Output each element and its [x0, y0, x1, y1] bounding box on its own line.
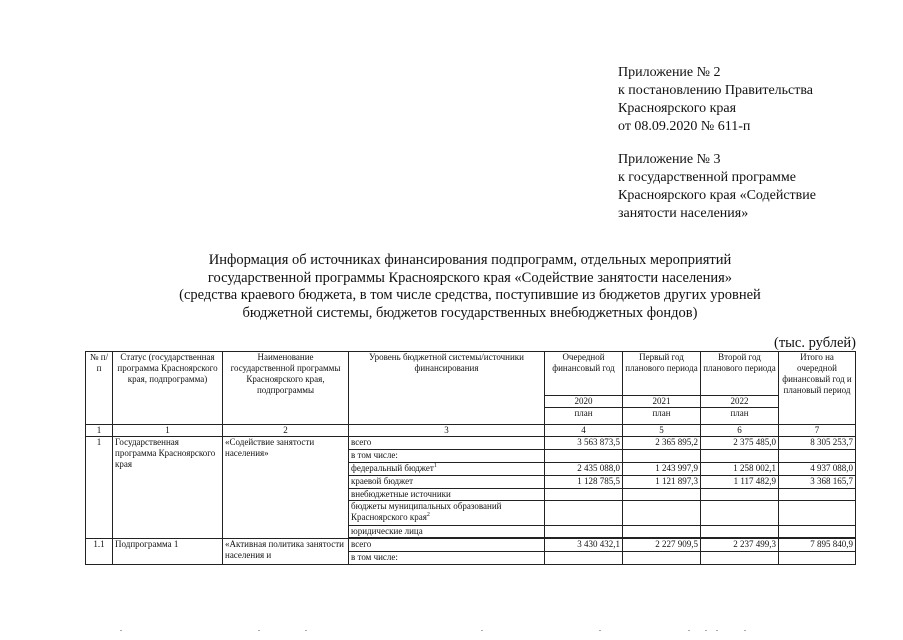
level-cell: внебюджетные источники [349, 489, 545, 501]
title-line: бюджетной системы, бюджетов государственных внебюджетных фондов) [242, 304, 698, 321]
index-cell: 5 [623, 425, 701, 437]
index-cell: 4 [545, 425, 623, 437]
value-total [779, 526, 856, 538]
title-line: Информация об источниках финансирования подпрограмм, отдельных мероприятий [208, 252, 732, 268]
header-col5: Первый год планового периода [623, 352, 701, 396]
units-label: (тыс. рублей) [774, 335, 856, 351]
value-total [779, 450, 856, 463]
value-2022 [701, 552, 779, 565]
header-status: Статус (государственная программа Красноярского края, подпрограмма) [113, 352, 223, 425]
level-cell [349, 501, 545, 526]
index-cell: 3 [349, 425, 545, 437]
header-year-2022: 2022 [701, 396, 779, 408]
value-2021: 1 121 897,3 [623, 476, 701, 489]
value-total [779, 489, 856, 501]
row-name: «Содействие занятости населения» [223, 437, 349, 539]
header-col6: Второй год планового периода [701, 352, 779, 396]
index-row [86, 425, 856, 437]
appendix-line: Приложение № 2 [618, 65, 721, 80]
footnote-marker: 2 [426, 512, 430, 518]
value-total [779, 552, 856, 565]
value-2020: 3 563 873,5 [545, 437, 623, 450]
appendix-line: Красноярского края «Содействие [618, 188, 816, 203]
title-line: (средства краевого бюджета, в том числе средства, поступившие из бюджетов других уровней [179, 287, 761, 303]
header-col7: Итого на очередной финансовый год и плановый период [779, 352, 856, 425]
level-cell: юридические лица [349, 526, 545, 538]
level-cell: в том числе: [349, 552, 545, 565]
header-row [86, 352, 856, 396]
value-2020: 2 435 088,0 [545, 463, 623, 476]
value-2021 [623, 501, 701, 526]
value-2022: 1 258 002,1 [701, 463, 779, 476]
header-col4: Очередной финансовый год [545, 352, 623, 396]
level-cell: всего [349, 539, 545, 552]
value-2022: 2 237 499,3 [701, 539, 779, 552]
value-2021 [623, 450, 701, 463]
value-total [779, 501, 856, 526]
value-2021 [623, 489, 701, 501]
value-2020: 3 430 432,1 [545, 539, 623, 552]
value-2022 [701, 489, 779, 501]
header-year-2021: 2021 [623, 396, 701, 408]
header-plan: план [545, 408, 623, 425]
appendix-line: Приложение № 3 [618, 152, 721, 167]
row-num: 1 [86, 437, 113, 539]
value-2020 [545, 526, 623, 538]
header-level: Уровень бюджетной системы/источники финансирования [349, 352, 545, 425]
appendix-line: к государственной программе [618, 170, 796, 185]
table-row [86, 437, 856, 450]
value-2021 [623, 552, 701, 565]
value-total: 7 895 840,9 [779, 539, 856, 552]
index-cell: 6 [701, 425, 779, 437]
value-2020 [545, 552, 623, 565]
header-plan: план [623, 408, 701, 425]
appendix-line: от 08.09.2020 № 611-п [618, 119, 751, 134]
header-year-2020: 2020 [545, 396, 623, 408]
header-plan: план [701, 408, 779, 425]
footnote-marker: 1 [433, 463, 437, 469]
value-2020: 1 128 785,5 [545, 476, 623, 489]
value-2022 [701, 526, 779, 538]
index-cell: 7 [779, 425, 856, 437]
value-2022: 2 375 485,0 [701, 437, 779, 450]
row-name: «Активная политика занятости населения и [223, 539, 349, 565]
value-2022 [701, 501, 779, 526]
row-num: 1.1 [86, 539, 113, 565]
value-total: 3 368 165,7 [779, 476, 856, 489]
level-cell [349, 463, 545, 476]
value-2022: 1 117 482,9 [701, 476, 779, 489]
document-title [120, 252, 820, 322]
value-total: 4 937 088,0 [779, 463, 856, 476]
level-label: федеральный бюджет [351, 463, 434, 473]
index-cell: 1 [113, 425, 223, 437]
appendix-3-header [618, 151, 816, 223]
value-2020 [545, 450, 623, 463]
value-2021: 2 365 895,2 [623, 437, 701, 450]
appendix-line: к постановлению Правительства [618, 83, 814, 98]
value-2020 [545, 489, 623, 501]
value-2021 [623, 526, 701, 538]
index-cell: 1 [86, 425, 113, 437]
appendix-line: Красноярского края [618, 101, 737, 116]
title-line: государственной программы Красноярского края «Содействие занятости населения» [207, 269, 733, 286]
row-status: Государственная программа Красноярского края [113, 437, 223, 539]
level-cell: всего [349, 437, 545, 450]
value-total: 8 305 253,7 [779, 437, 856, 450]
header-name: Наименование государственной программы Красноярского края, подпрограммы [223, 352, 349, 425]
value-2021: 2 227 909,5 [623, 539, 701, 552]
index-cell: 2 [223, 425, 349, 437]
scan-specks [0, 630, 903, 636]
row-status: Подпрограмма 1 [113, 539, 223, 565]
level-cell: краевой бюджет [349, 476, 545, 489]
value-2022 [701, 450, 779, 463]
table-row [86, 539, 856, 552]
header-num: № п/п [86, 352, 113, 425]
level-cell: в том числе: [349, 450, 545, 463]
appendix-2-header [618, 64, 813, 136]
value-2021: 1 243 997,9 [623, 463, 701, 476]
appendix-line: занятости населения» [618, 206, 749, 221]
level-label: бюджеты муниципальных образований Красноярского края [351, 501, 502, 522]
financing-table [85, 351, 856, 565]
value-2020 [545, 501, 623, 526]
